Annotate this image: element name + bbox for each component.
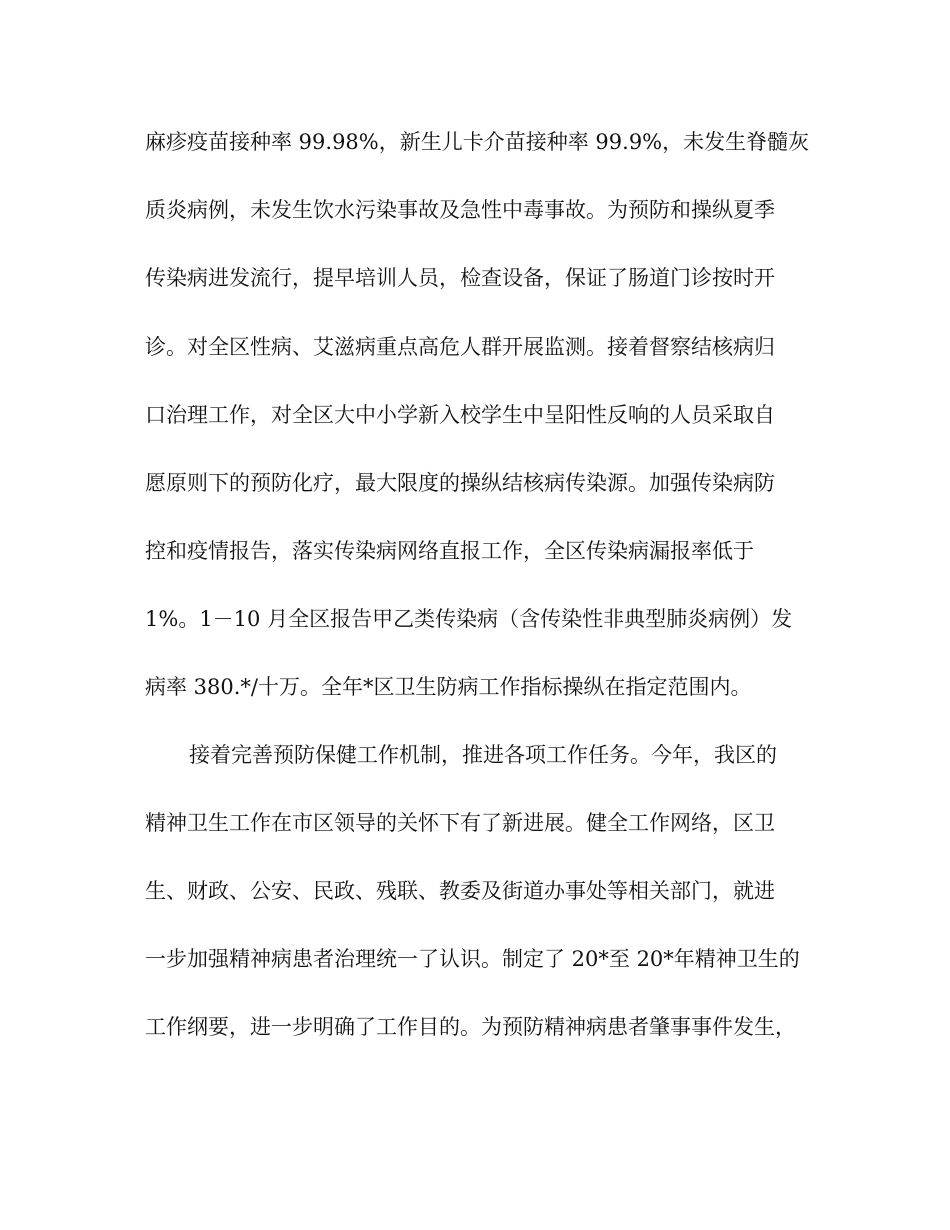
text-line: 口治理工作，对全区大中小学新入校学生中呈阳性反响的人员采取自	[145, 403, 775, 427]
text-line: 麻疹疫苗接种率 99.98%，新生儿卡介苗接种率 99.9%，未发生脊髓灰	[145, 130, 810, 154]
text-line: 传染病进发流行，提早培训人员，检查设备，保证了肠道门诊按时开	[145, 266, 775, 290]
text-line: 精神卫生工作在市区领导的关怀下有了新进展。健全工作网络，区卫	[145, 811, 775, 835]
text-line: 控和疫情报告，落实传染病网络直报工作，全区传染病漏报率低于	[145, 539, 754, 563]
text-line: 工作纲要，进一步明确了工作目的。为预防精神病患者肇事事件发生，	[145, 1015, 796, 1039]
text-line: 1%。1－10 月全区报告甲乙类传染病（含传染性非典型肺炎病例）发	[145, 607, 793, 631]
text-line: 愿原则下的预防化疗，最大限度的操纵结核病传染源。加强传染病防	[145, 471, 775, 495]
text-line: 诊。对全区性病、艾滋病重点高危人群开展监测。接着督察结核病归	[145, 335, 775, 359]
text-line: 生、财政、公安、民政、残联、教委及街道办事处等相关部门，就进	[145, 879, 775, 903]
paragraph-first-line: 接着完善预防保健工作机制，推进各项工作任务。今年，我区的	[189, 743, 777, 767]
text-line: 一步加强精神病患者治理统一了认识。制定了 20*至 20*年精神卫生的	[145, 947, 800, 971]
text-line: 病率 380.*/十万。全年*区卫生防病工作指标操纵在指定范围内。	[145, 675, 752, 699]
text-line: 质炎病例，未发生饮水污染事故及急性中毒事故。为预防和操纵夏季	[145, 198, 775, 222]
